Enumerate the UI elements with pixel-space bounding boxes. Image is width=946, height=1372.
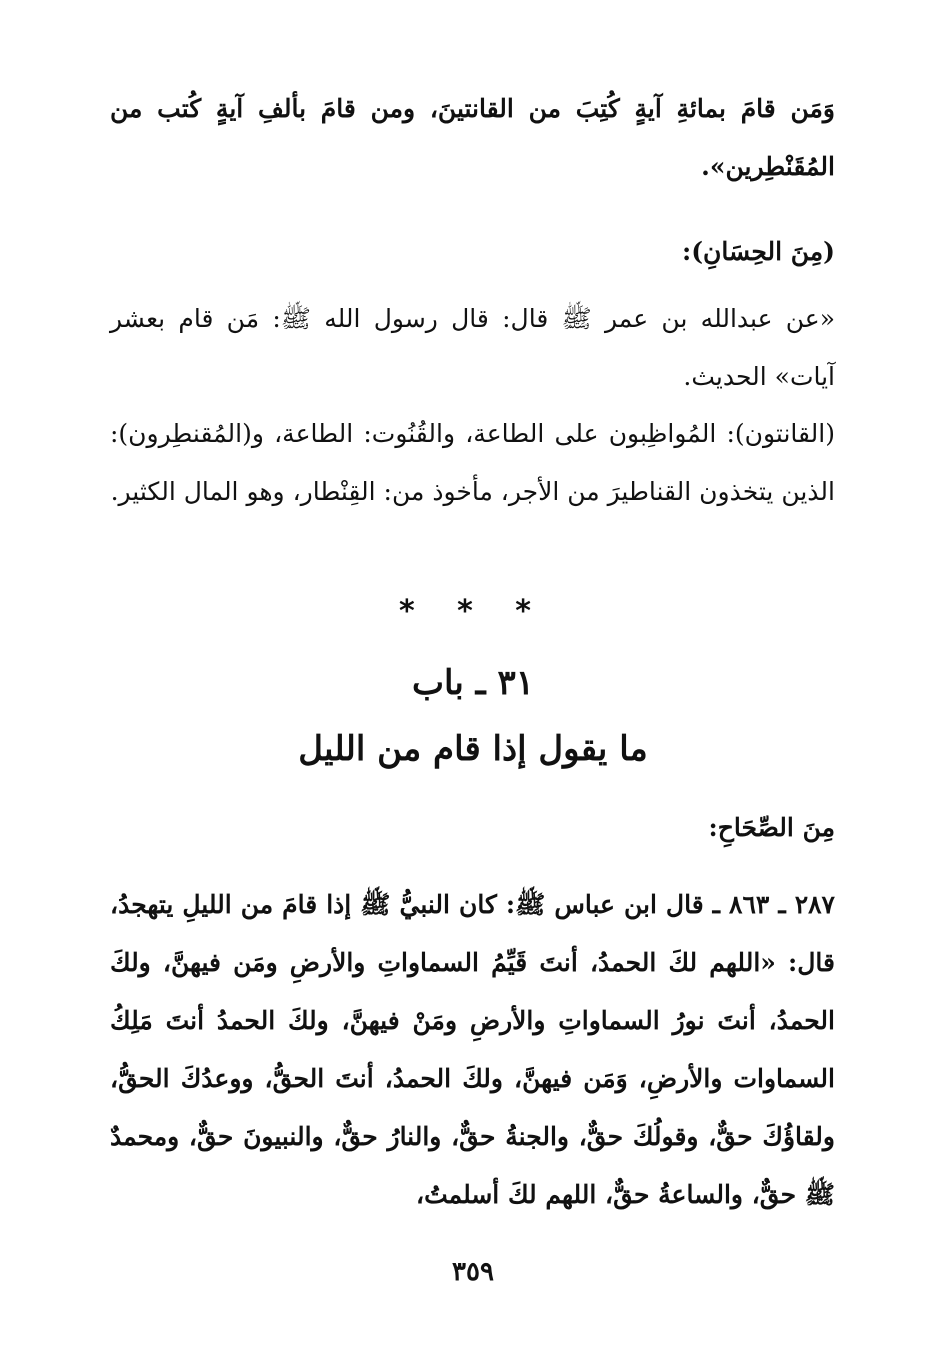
- paragraph-hadith-abdullah: «عن عبدالله بن عمر ﷺ قال: قال رسول الله ﷺ: مَن قام بعشر آيات» الحديث.: [110, 304, 835, 391]
- paragraph-intro-end: وَمَن قامَ بمائةِ آيةٍ كُتِبَ من القانتينَ، ومن قامَ بألفِ آيةٍ كُتب من المُقَنْطِرين».: [110, 94, 835, 181]
- chapter-title: ما يقول إذا قام من الليل: [298, 729, 648, 769]
- section-label-sihah: مِنَ الصِّحَاحِ:: [708, 813, 835, 842]
- paragraph-definitions: (القانتون): المُواظِبون على الطاعة، والقُنُوت: الطاعة، و(المُقنطِرون): الذين يتخذون القناطيرَ من الأجر، مأخوذ من: القِنْطار، وهو المال الكثير.: [110, 419, 835, 506]
- paragraph-hadith-287: ٢٨٧ ـ ٨٦٣ ـ قال ابن عباس ﷺ: كان النبيُّ ﷺ إذا قامَ من الليلِ يتهجدُ، قال: «اللهم لكَ الحمدُ، أنتَ قَيِّمُ السماواتِ والأرضِ ومَن فيهنَّ، ولكَ الحمدُ، أنتَ نورُ السماواتِ والأرضِ ومَنْ فيهنَّ، ولكَ الحمدُ أنتَ مَلِكُ السماوات والأرضِ، وَمَن فيهنَّ، ولكَ الحمدُ، أنتَ الحقُّ، ووعدُكَ الحقُّ، ولقاؤُكَ حقٌّ، وقولُكَ حقٌّ، والجنةُ حقٌّ، والنارُ حقٌّ، والنبيونَ حقٌّ، ومحمدٌ ﷺ حقٌّ، والساعةُ حقٌّ، اللهم لكَ أسلمتُ،: [110, 890, 835, 1209]
- section-separator: * * *: [399, 594, 547, 629]
- page-number: ٣٥٩: [452, 1257, 494, 1287]
- section-label-hisan: (مِنَ الحِسَانِ):: [682, 237, 835, 266]
- chapter-number: ٣١ ـ باب: [412, 663, 534, 703]
